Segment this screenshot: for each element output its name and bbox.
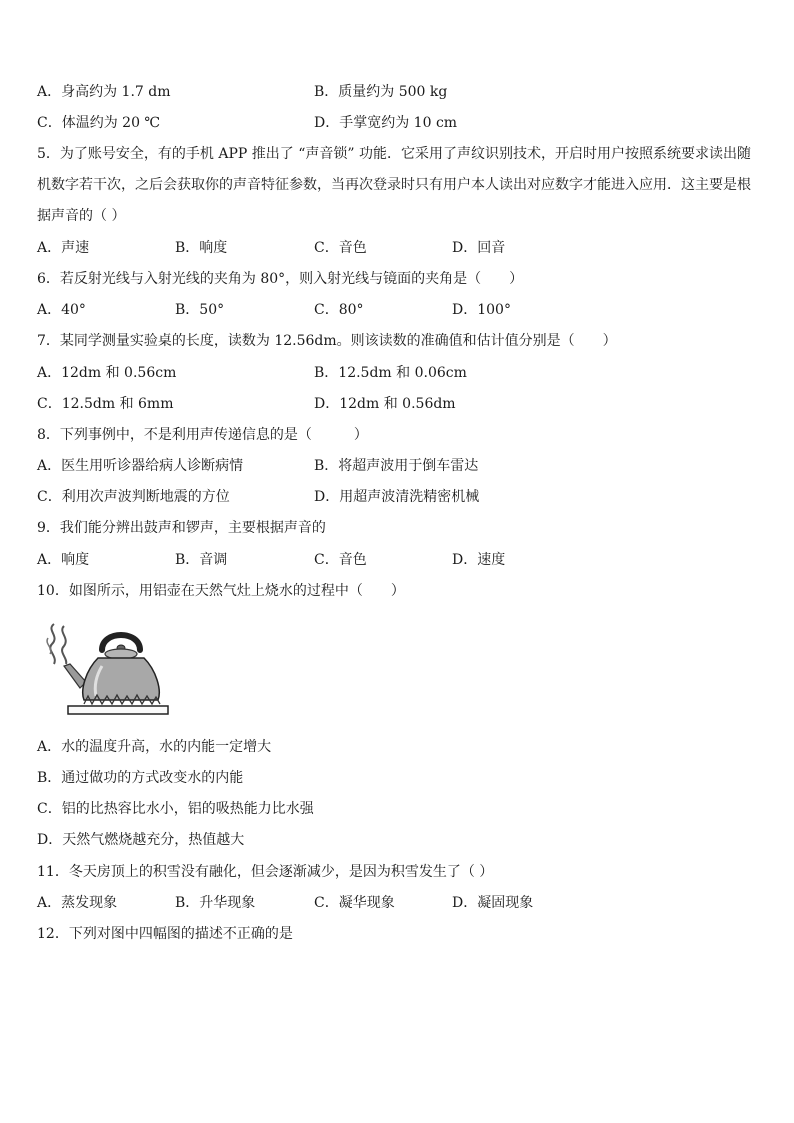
q5-stem-line-3: 据声音的（ ） [37, 208, 126, 224]
q5-option-c: C．音色 [314, 240, 367, 256]
q5-stem-line-1: 5．为了账号安全，有的手机 APP 推出了 “声音锁” 功能．它采用了声纹识别技术，开启时用户按照系统要求读出随 [37, 146, 751, 162]
q9-option-a: A．响度 [37, 552, 90, 568]
q5-option-b: B．响度 [175, 240, 228, 256]
q6-option-b: B．50° [175, 302, 225, 318]
q5-option-d: D．回音 [452, 240, 506, 256]
q10-option-b: B．通过做功的方式改变水的内能 [37, 770, 244, 786]
q9-option-d: D．速度 [452, 552, 506, 568]
q9-stem: 9．我们能分辨出鼓声和锣声，主要根据声音的 [37, 520, 326, 536]
q10-option-c: C．铝的比热容比水小，铝的吸热能力比水强 [37, 801, 314, 817]
q11-option-b: B．升华现象 [175, 895, 256, 911]
q6-option-d: D．100° [452, 302, 511, 318]
q6-stem: 6．若反射光线与入射光线的夹角为 80°，则入射光线与镜面的夹角是（ ） [37, 271, 524, 287]
kettle-on-stove-figure [40, 620, 170, 720]
q10-stem: 10．如图所示，用铝壶在天然气灶上烧水的过程中（ ） [37, 583, 405, 599]
q8-option-c: C．利用次声波判断地震的方位 [37, 489, 230, 505]
q4-option-d: D．手掌宽约为 10 cm [314, 115, 458, 131]
q7-option-d: D．12dm 和 0.56dm [314, 396, 456, 412]
q11-stem: 11．冬天房顶上的积雪没有融化，但会逐渐减少，是因为积雪发生了（ ） [37, 864, 494, 880]
q7-stem: 7．某同学测量实验桌的长度，读数为 12.56dm。则该读数的准确值和估计值分别是（ ） [37, 333, 617, 349]
q4-option-b: B．质量约为 500 kg [314, 84, 448, 100]
q5-stem-line-2: 机数字若干次，之后会获取你的声音特征参数，当再次登录时只有用户本人读出对应数字才能进入应用．这主要是根 [37, 177, 751, 193]
q6-option-a: A．40° [37, 302, 86, 318]
q8-option-d: D．用超声波清洗精密机械 [314, 489, 480, 505]
q12-stem: 12．下列对图中四幅图的描述不正确的是 [37, 926, 293, 942]
q7-option-a: A．12dm 和 0.56cm [37, 365, 177, 381]
q4-option-c: C．体温约为 20 ℃ [37, 115, 161, 131]
q5-option-a: A．声速 [37, 240, 90, 256]
q8-option-b: B．将超声波用于倒车雷达 [314, 458, 479, 474]
q11-option-a: A．蒸发现象 [37, 895, 118, 911]
q10-option-d: D．天然气燃烧越充分，热值越大 [37, 832, 245, 848]
q8-stem: 8．下列事例中，不是利用声传递信息的是（ ） [37, 427, 368, 443]
q4-option-a: A．身高约为 1.7 dm [37, 84, 171, 100]
q7-option-b: B．12.5dm 和 0.06cm [314, 365, 467, 381]
q6-option-c: C．80° [314, 302, 364, 318]
q10-option-a: A．水的温度升高，水的内能一定增大 [37, 739, 272, 755]
q11-option-c: C．凝华现象 [314, 895, 395, 911]
q7-option-c: C．12.5dm 和 6mm [37, 396, 174, 412]
q8-option-a: A．医生用听诊器给病人诊断病情 [37, 458, 244, 474]
q11-option-d: D．凝固现象 [452, 895, 534, 911]
q9-option-c: C．音色 [314, 552, 367, 568]
q9-option-b: B．音调 [175, 552, 228, 568]
